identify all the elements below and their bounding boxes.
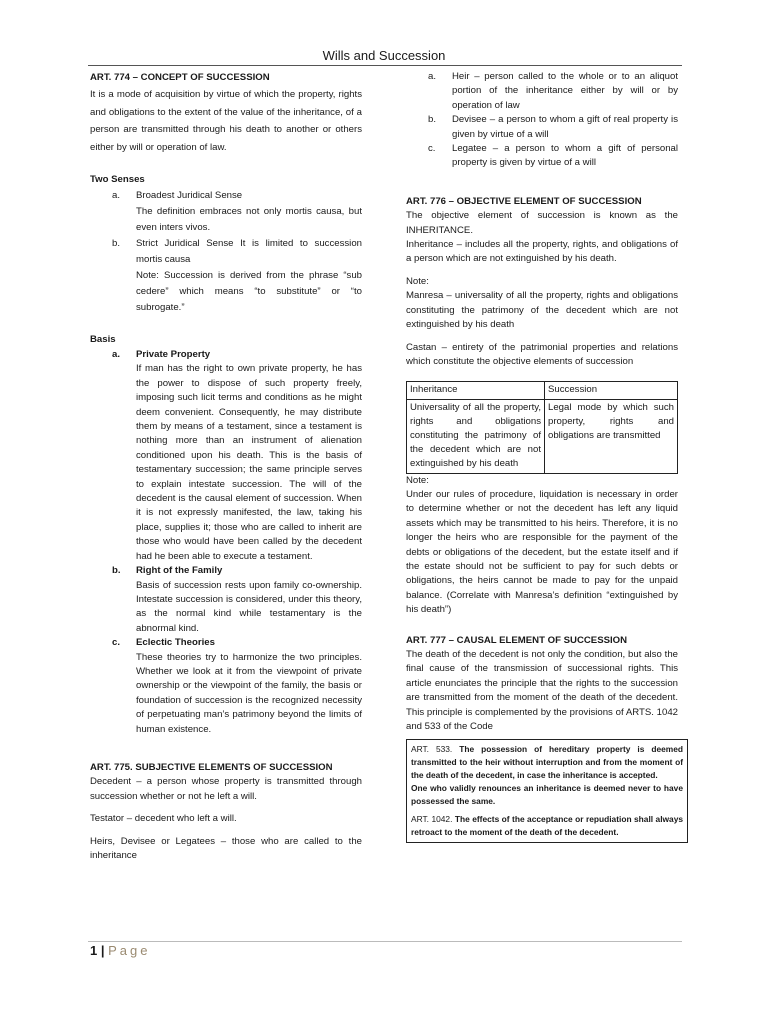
heirs-item-a (406, 70, 678, 113)
sense-b-body: Strict Juridical Sense It is limited to succession mortis causa (136, 238, 362, 265)
art774-heading: ART. 774 – CONCEPT OF SUCCESSION (90, 72, 270, 83)
art533-label: ART. 533. (411, 744, 453, 755)
basis-b-body: Basis of succession rests upon family co-ownership. Intestate succession is considered, under this theory, as the normal kind while testamentary is the abnormal kind. (136, 579, 362, 634)
heirs-item-b (406, 113, 678, 142)
page-header-title: Wills and Succession (322, 48, 446, 63)
table-cell-inheritance: Universality of all the property, rights and obligations constituting the patrimony of the decedent which are not extinguished by his death (407, 399, 545, 473)
basis-c-body: These theories try to harmonize the two principles. Whether we look at it from the viewpoint of private ownership or the viewpoint of the family, the basis or foundation of succession is the recognized necessity of perpetuating man’s patrimony beyond the limits of human existence. (136, 651, 362, 735)
table-header-succession: Succession (545, 382, 678, 399)
table-row (407, 399, 678, 473)
art533-second-paragraph: One who validly renounces an inheritance is deemed never to have possessed the same. (411, 782, 683, 806)
sense-a (90, 188, 362, 204)
heirs-item-a-marker: a. (428, 71, 437, 82)
art774-body: It is a mode of acquisition by virtue of which the property, rights and obligations to the extent of the value of the inheritance, of a person are transmitted through his death to another or others either by will or operation of law. (90, 89, 362, 153)
heirs-item-a-text: Heir – person called to the whole or to an aliquot portion of the inheritance either by will or by operation of law (452, 71, 678, 111)
basis-a (90, 348, 362, 362)
basis-c (90, 636, 362, 650)
art777-heading: ART. 777 – CAUSAL ELEMENT OF SUCCESSION (406, 634, 628, 646)
heirs-item-c-text: Legatee – a person to whom a gift of personal property is given by virtue of a will (452, 143, 678, 169)
sense-b (90, 236, 362, 268)
art776-castan: Castan – entirety of the patrimonial properties and relations which constitute the objective elements of succession (406, 341, 678, 367)
art777-body: The death of the decedent is not only the condition, but also the final cause of the transmission of successional rights. This article enunciates the principle that the rights to the succession are transmitted from the moment of the death of the decedent. This principle is complemented by the provisions of ARTS. 1042 and 533 of the Code (406, 649, 678, 733)
art776-manresa: Manresa – universality of all the property, rights and obligations constituting the patrimony of the decedent which are not extinguished by his death (406, 290, 678, 331)
left-column (90, 70, 362, 863)
basis-a-body: If man has the right to own private property, he has the power to dispose of such property freely, imposing such licit terms and conditions as he might deem convenient. Consequently, he may distribute them by means of a testament, since a testament is nothing more than an instrument of alienation conditioned upon his death. This is the basis of testamentary succession; the same principle serves to explain intestate succession. The will of the decedent is the causal element of succession. When it is not expressly manifested, the law, taking his place, supplies it; those who are called to inherit are those who would have been called by the decedent had he been able to execute a testament. (136, 363, 362, 562)
basis-c-title: Eclectic Theories (136, 637, 215, 649)
art776-heading: ART. 776 – OBJECTIVE ELEMENT OF SUCCESSION (406, 195, 642, 207)
basis-b-title: Right of the Family (136, 565, 223, 577)
basis-b (90, 564, 362, 578)
art776-note-label: Note: (406, 275, 429, 287)
sense-a-marker: a. (112, 190, 121, 201)
page-label: Page (108, 943, 151, 958)
basis-c-marker: c. (112, 637, 121, 649)
heirs-item-b-text: Devisee – a person to whom a gift of real property is given by virtue of a will (452, 114, 678, 140)
note2-label: Note: (406, 474, 429, 486)
footer-divider (88, 941, 682, 942)
page-number: 1 (90, 943, 98, 958)
sense-a-title: Broadest Juridical Sense (136, 190, 243, 201)
art533-text: The possession of hereditary property is deemed transmitted to the heir without interruption and from the moment of the death of the decedent, in case the inheritance is accepted. (411, 744, 684, 781)
heirs-item-c-marker: c. (428, 143, 436, 155)
sense-b-marker: b. (112, 238, 121, 249)
footer-separator: | (100, 943, 105, 958)
header-divider (88, 65, 682, 66)
table-cell-succession: Legal mode by which such property, rights and obligations are transmitted (545, 399, 678, 473)
heirs-item-c (406, 142, 678, 171)
basis-a-title: Private Property (136, 349, 211, 360)
art775-heading: ART. 775. SUBJECTIVE ELEMENTS OF SUCCESSION (90, 761, 333, 773)
provisions-box (406, 739, 688, 843)
art1042-label: ART. 1042. (411, 814, 453, 825)
art776-p2: Inheritance – includes all the property, rights, and obligations of a person which are not extinguished by his death. (406, 239, 678, 265)
sense-a-body: The definition embraces not only mortis causa, but even inters vivos. (136, 206, 362, 233)
note2-body: Under our rules of procedure, liquidation is necessary in order to determine whether or not the decedent has left any liquid assets which may be transmitted to his heirs. Therefore, it is no longer the heirs who are responsible for the payment of the debts or obligations of the decedent, but the estate itself and if the estate should not be sufficient to pay for such debts or obligations, the heirs cannot be made to pay for the unpaid balance. (Correlate with Manresa’s definition “extinguished by his death”) (406, 488, 678, 616)
right-column (406, 70, 684, 843)
art1042-paragraph (411, 813, 683, 839)
art775-testator: Testator – decedent who left a will. (90, 813, 237, 825)
sense-note: Note: Succession is derived from the phrase “sub cedere” which means “to substitute” or “to subrogate.” (136, 270, 362, 313)
art775-heirs: Heirs, Devisee or Legatees – those who are called to the inheritance (90, 835, 362, 861)
table-header-inheritance: Inheritance (407, 382, 545, 399)
page-footer (90, 943, 151, 958)
two-senses-heading: Two Senses (90, 174, 145, 185)
basis-heading: Basis (90, 334, 116, 345)
art1042-text: The effects of the acceptance or repudiation shall always retroact to the moment of the death of the decedent. (411, 814, 684, 838)
basis-b-marker: b. (112, 565, 121, 577)
art776-p1: The objective element of succession is known as the INHERITANCE. (406, 210, 678, 236)
art533-paragraph (411, 743, 683, 781)
basis-a-marker: a. (112, 349, 121, 360)
art775-decedent: Decedent – a person whose property is transmitted through succession whether or not he left a will. (90, 776, 362, 802)
heirs-item-b-marker: b. (428, 114, 437, 126)
comparison-table (406, 381, 678, 473)
table-row (407, 382, 678, 399)
